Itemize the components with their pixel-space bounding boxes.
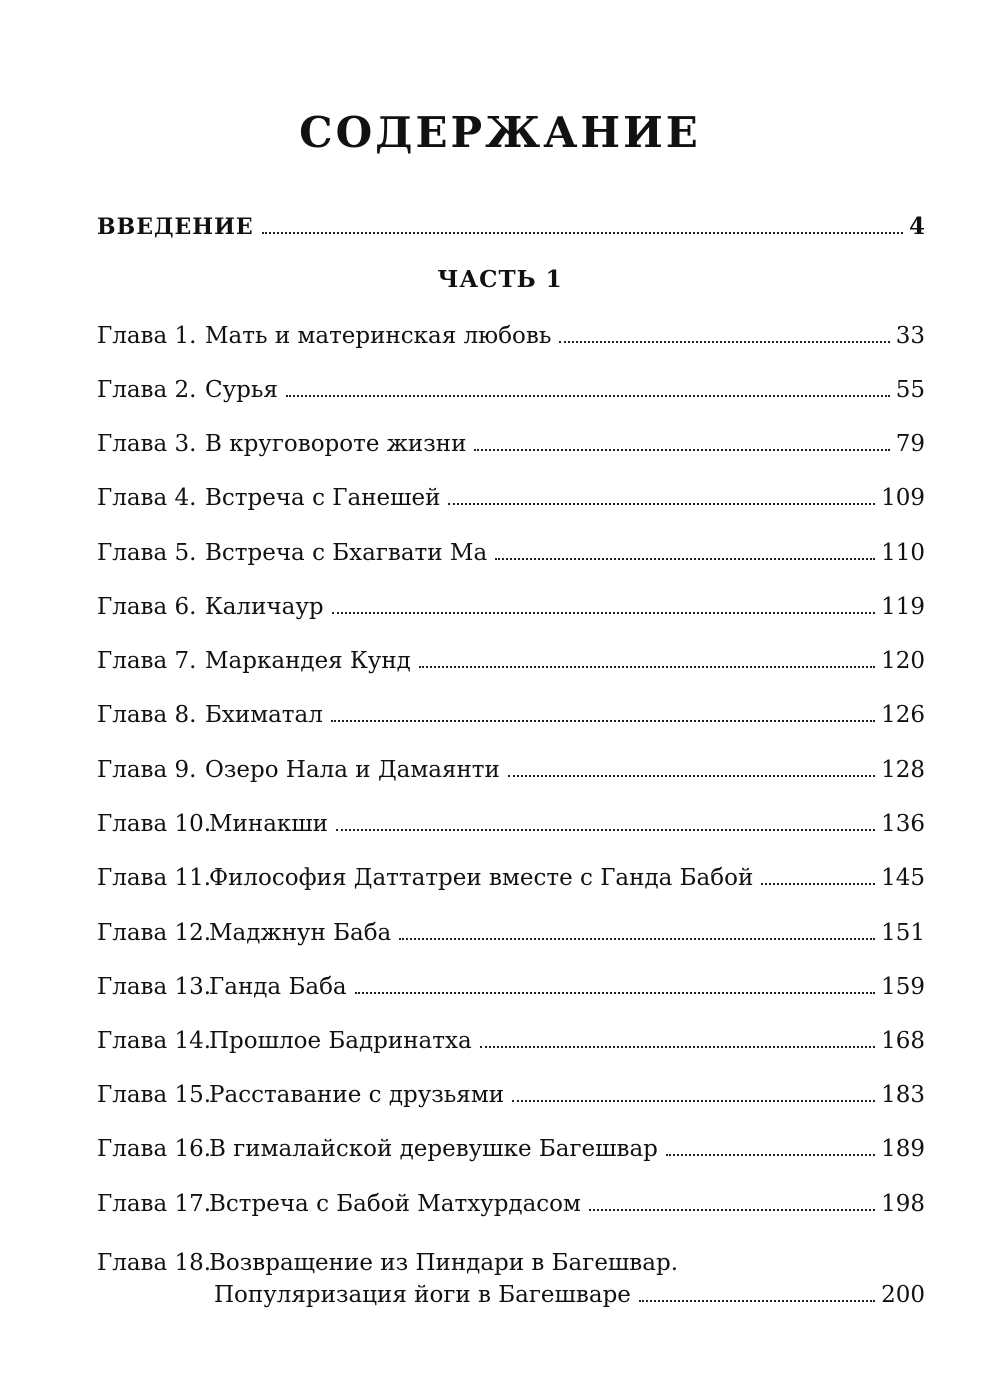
chapter-number: Глава 16. [97,1136,212,1162]
toc-page-number: 33 [895,323,925,349]
toc-page-number: 55 [895,377,925,403]
toc-entry-chapter-6[interactable] [97,592,925,622]
chapter-number: Глава 18. [97,1250,212,1276]
chapter-number: Глава 12. [97,920,212,946]
toc-entry-chapter-3[interactable] [97,429,925,459]
dot-leader [419,666,875,668]
part-heading: ЧАСТЬ 1 [437,266,563,293]
dot-leader [480,1046,875,1048]
toc-page-number: 136 [881,811,925,837]
chapter-number: Глава 15. [97,1082,212,1108]
toc-entry-label: ВВЕДЕНИЕ [97,214,254,240]
dot-leader [508,775,875,777]
dot-leader [589,1209,875,1211]
toc-page-number: 119 [881,594,925,620]
toc-entry-chapter-4[interactable] [97,483,925,513]
toc-page-number: 183 [881,1082,925,1108]
chapter-number: Глава 2. [97,377,197,403]
dot-leader [331,720,875,722]
chapter-number: Глава 4. [97,485,197,511]
toc-entry-chapter-5[interactable] [97,538,925,568]
toc-page-number: 109 [881,485,925,511]
chapter-title: Встреча с Бхагвати Ма [205,540,488,566]
toc-entry-chapter-11[interactable] [97,863,925,893]
chapter-number: Глава 10. [97,811,212,837]
toc-entry-chapter-17[interactable] [97,1189,925,1219]
toc-page-number: 126 [881,702,925,728]
chapter-title: В круговороте жизни [205,431,467,457]
chapter-number: Глава 11. [97,865,212,891]
chapter-title: Встреча с Ганешей [205,485,441,511]
chapter-number: Глава 5. [97,540,197,566]
toc-entry-chapter-12[interactable] [97,918,925,948]
chapter-number: Глава 1. [97,323,197,349]
dot-leader [355,992,875,994]
toc-page-number: 159 [881,974,925,1000]
toc-page-number: 79 [895,431,925,457]
dot-leader [495,558,875,560]
chapter-title: В гималайской деревушке Багешвар [209,1136,658,1162]
chapter-title: Ганда Баба [209,974,347,1000]
chapter-title: Прошлое Бадринатха [209,1028,472,1054]
dot-leader [332,612,875,614]
toc-page-number: 200 [881,1282,925,1308]
toc-page-number: 198 [881,1191,925,1217]
toc-entry-chapter-18-line-1[interactable] [97,1248,678,1278]
dot-leader [262,232,903,234]
chapter-number: Глава 13. [97,974,212,1000]
chapter-number: Глава 6. [97,594,197,620]
toc-entry-chapter-9[interactable] [97,755,925,785]
chapter-title: Маркандея Кунд [205,648,411,674]
dot-leader [448,503,875,505]
chapter-title: Сурья [205,377,278,403]
chapter-number: Глава 14. [97,1028,212,1054]
chapter-number: Глава 17. [97,1191,212,1217]
chapter-number: Глава 8. [97,702,197,728]
toc-entry-chapter-18-line-2[interactable] [214,1280,925,1310]
dot-leader [559,341,889,343]
toc-entry-chapter-15[interactable] [97,1080,925,1110]
toc-page-number: 151 [881,920,925,946]
chapter-number: Глава 7. [97,648,197,674]
chapter-title: Минакши [209,811,329,837]
toc-page-number: 189 [881,1136,925,1162]
dot-leader [336,829,875,831]
toc-page-number: 4 [908,213,925,240]
chapter-title: Философия Даттатреи вместе с Ганда Бабой [209,865,754,891]
dot-leader [474,449,889,451]
toc-page-number: 120 [881,648,925,674]
toc-entry-chapter-10[interactable] [97,809,925,839]
toc-page-number: 110 [881,540,925,566]
toc-entry-chapter-16[interactable] [97,1134,925,1164]
toc-entry-chapter-14[interactable] [97,1026,925,1056]
toc-page-number: 145 [881,865,925,891]
toc-entry-introduction[interactable] [97,212,925,242]
dot-leader [639,1300,875,1302]
dot-leader [761,883,875,885]
chapter-title: Возвращение из Пиндари в Багешвар. [209,1250,679,1276]
toc-page-number: 168 [881,1028,925,1054]
chapter-number: Глава 9. [97,757,197,783]
chapter-title: Мать и материнская любовь [205,323,552,349]
chapter-title: Бхиматал [205,702,323,728]
dot-leader [286,395,890,397]
dot-leader [399,938,875,940]
toc-entry-chapter-13[interactable] [97,972,925,1002]
toc-entry-chapter-8[interactable] [97,700,925,730]
toc-entry-chapter-2[interactable] [97,375,925,405]
chapter-title: Каличаур [205,594,324,620]
dot-leader [512,1100,875,1102]
chapter-title: Расставание с друзьями [209,1082,505,1108]
chapter-number: Глава 3. [97,431,197,457]
toc-entry-chapter-7[interactable] [97,646,925,676]
chapter-title: Встреча с Бабой Матхурдасом [209,1191,581,1217]
page-title: СОДЕРЖАНИЕ [299,108,701,157]
toc-page-number: 128 [881,757,925,783]
toc-entry-chapter-1[interactable] [97,321,925,351]
chapter-title: Озеро Нала и Дамаянти [205,757,500,783]
chapter-title: Маджнун Баба [209,920,392,946]
chapter-title-continuation: Популяризация йоги в Багешваре [214,1282,631,1308]
dot-leader [666,1154,875,1156]
